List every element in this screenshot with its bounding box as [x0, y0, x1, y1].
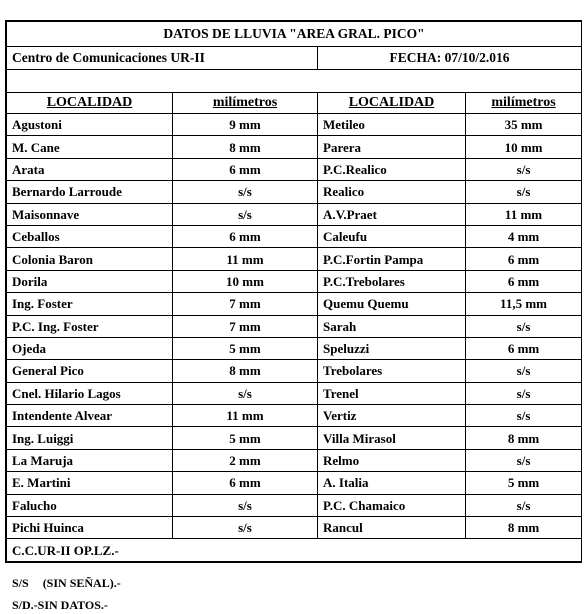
cell-localidad-right: Trenel [318, 382, 466, 404]
table-row [7, 360, 582, 382]
cell-mm-left: s/s [173, 517, 318, 539]
cell-localidad-left: Bernardo Larroude [7, 181, 173, 203]
cell-localidad-left: Ojeda [7, 337, 173, 359]
cell-mm-left: 11 mm [173, 248, 318, 270]
cell-localidad-left: M. Cane [7, 136, 173, 158]
cell-localidad-right: A. Italia [318, 472, 466, 494]
cell-mm-left: 7 mm [173, 293, 318, 315]
table-row [7, 517, 582, 539]
rain-data-sheet [5, 20, 582, 563]
cell-mm-right: 6 mm [466, 248, 582, 270]
note-ss-text: (SIN SEÑAL).- [42, 576, 121, 590]
cell-localidad-right: Caleufu [318, 225, 466, 247]
cell-localidad-left: La Maruja [7, 449, 173, 471]
cell-localidad-right: Relmo [318, 449, 466, 471]
cell-localidad-left: Colonia Baron [7, 248, 173, 270]
cell-localidad-right: Quemu Quemu [318, 293, 466, 315]
cell-localidad-left: Maisonnave [7, 203, 173, 225]
cell-localidad-right: Speluzzi [318, 337, 466, 359]
cell-mm-right: 11,5 mm [466, 293, 582, 315]
column-header-row [7, 93, 582, 114]
cell-localidad-right: Vertiz [318, 405, 466, 427]
cell-localidad-right: Rancul [318, 517, 466, 539]
cell-mm-left: 7 mm [173, 315, 318, 337]
cell-mm-right: 8 mm [466, 517, 582, 539]
cell-localidad-right: Parera [318, 136, 466, 158]
table-row [7, 114, 582, 136]
cell-mm-right: s/s [466, 158, 582, 180]
operator-signature: C.C.UR-II OP.LZ.- [7, 539, 582, 562]
table-row [7, 136, 582, 158]
footer-row [7, 539, 582, 562]
column-header-localidad-left: LOCALIDAD [7, 93, 173, 114]
cell-mm-left: 8 mm [173, 360, 318, 382]
table-row [7, 225, 582, 247]
cell-localidad-left: Arata [7, 158, 173, 180]
cell-localidad-right: Trebolares [318, 360, 466, 382]
info-row [7, 47, 582, 70]
rain-table [6, 21, 582, 562]
note-sd [12, 598, 108, 613]
note-sd-text: S/D.-SIN DATOS.- [12, 598, 108, 612]
table-row [7, 293, 582, 315]
table-row [7, 158, 582, 180]
cell-localidad-right: P.C. Chamaico [318, 494, 466, 516]
cell-mm-right: s/s [466, 405, 582, 427]
cell-mm-right: s/s [466, 449, 582, 471]
cell-mm-left: 6 mm [173, 472, 318, 494]
table-row [7, 203, 582, 225]
cell-mm-right: 8 mm [466, 427, 582, 449]
cell-mm-right: s/s [466, 181, 582, 203]
note-ss [12, 576, 121, 591]
cell-localidad-left: P.C. Ing. Foster [7, 315, 173, 337]
cell-localidad-left: Agustoni [7, 114, 173, 136]
cell-localidad-right: P.C.Realico [318, 158, 466, 180]
cell-localidad-left: Falucho [7, 494, 173, 516]
table-row [7, 427, 582, 449]
cell-mm-left: 5 mm [173, 427, 318, 449]
cell-mm-right: 6 mm [466, 337, 582, 359]
cell-mm-left: s/s [173, 203, 318, 225]
cell-localidad-right: P.C.Trebolares [318, 270, 466, 292]
cell-mm-left: 10 mm [173, 270, 318, 292]
cell-mm-right: s/s [466, 494, 582, 516]
communications-center: Centro de Comunicaciones UR-II [7, 47, 318, 70]
cell-localidad-right: A.V.Praet [318, 203, 466, 225]
cell-localidad-left: General Pico [7, 360, 173, 382]
table-row [7, 337, 582, 359]
table-row [7, 494, 582, 516]
cell-mm-left: 2 mm [173, 449, 318, 471]
cell-mm-right: s/s [466, 315, 582, 337]
cell-mm-left: 5 mm [173, 337, 318, 359]
blank-row [7, 70, 582, 93]
table-row [7, 405, 582, 427]
table-row [7, 472, 582, 494]
cell-localidad-left: Dorila [7, 270, 173, 292]
cell-mm-right: 4 mm [466, 225, 582, 247]
cell-mm-right: 35 mm [466, 114, 582, 136]
cell-mm-left: 8 mm [173, 136, 318, 158]
cell-localidad-right: Villa Mirasol [318, 427, 466, 449]
column-header-localidad-right: LOCALIDAD [318, 93, 466, 114]
cell-localidad-right: Sarah [318, 315, 466, 337]
column-header-mm-left: milímetros [173, 93, 318, 114]
blank-cell [7, 70, 582, 93]
cell-mm-right: s/s [466, 382, 582, 404]
cell-localidad-left: Ing. Foster [7, 293, 173, 315]
table-row [7, 248, 582, 270]
table-row [7, 449, 582, 471]
cell-localidad-left: Pichi Huinca [7, 517, 173, 539]
table-row [7, 315, 582, 337]
cell-mm-left: s/s [173, 181, 318, 203]
report-date: FECHA: 07/10/2.016 [318, 47, 582, 70]
cell-mm-left: 11 mm [173, 405, 318, 427]
cell-mm-left: s/s [173, 382, 318, 404]
cell-mm-right: 11 mm [466, 203, 582, 225]
cell-mm-right: s/s [466, 360, 582, 382]
page-title: DATOS DE LLUVIA "AREA GRAL. PICO" [7, 22, 582, 47]
cell-mm-right: 6 mm [466, 270, 582, 292]
cell-mm-right: 5 mm [466, 472, 582, 494]
cell-localidad-left: Ceballos [7, 225, 173, 247]
note-ss-code: S/S [12, 576, 29, 590]
cell-localidad-left: Cnel. Hilario Lagos [7, 382, 173, 404]
cell-localidad-right: Metileo [318, 114, 466, 136]
cell-mm-left: 9 mm [173, 114, 318, 136]
cell-localidad-left: Intendente Alvear [7, 405, 173, 427]
cell-localidad-left: Ing. Luiggi [7, 427, 173, 449]
title-row [7, 22, 582, 47]
column-header-mm-right: milímetros [466, 93, 582, 114]
table-row [7, 181, 582, 203]
cell-mm-right: 10 mm [466, 136, 582, 158]
table-row [7, 382, 582, 404]
table-row [7, 270, 582, 292]
cell-localidad-right: Realico [318, 181, 466, 203]
cell-mm-left: s/s [173, 494, 318, 516]
cell-localidad-left: E. Martini [7, 472, 173, 494]
cell-mm-left: 6 mm [173, 158, 318, 180]
cell-localidad-right: P.C.Fortin Pampa [318, 248, 466, 270]
cell-mm-left: 6 mm [173, 225, 318, 247]
